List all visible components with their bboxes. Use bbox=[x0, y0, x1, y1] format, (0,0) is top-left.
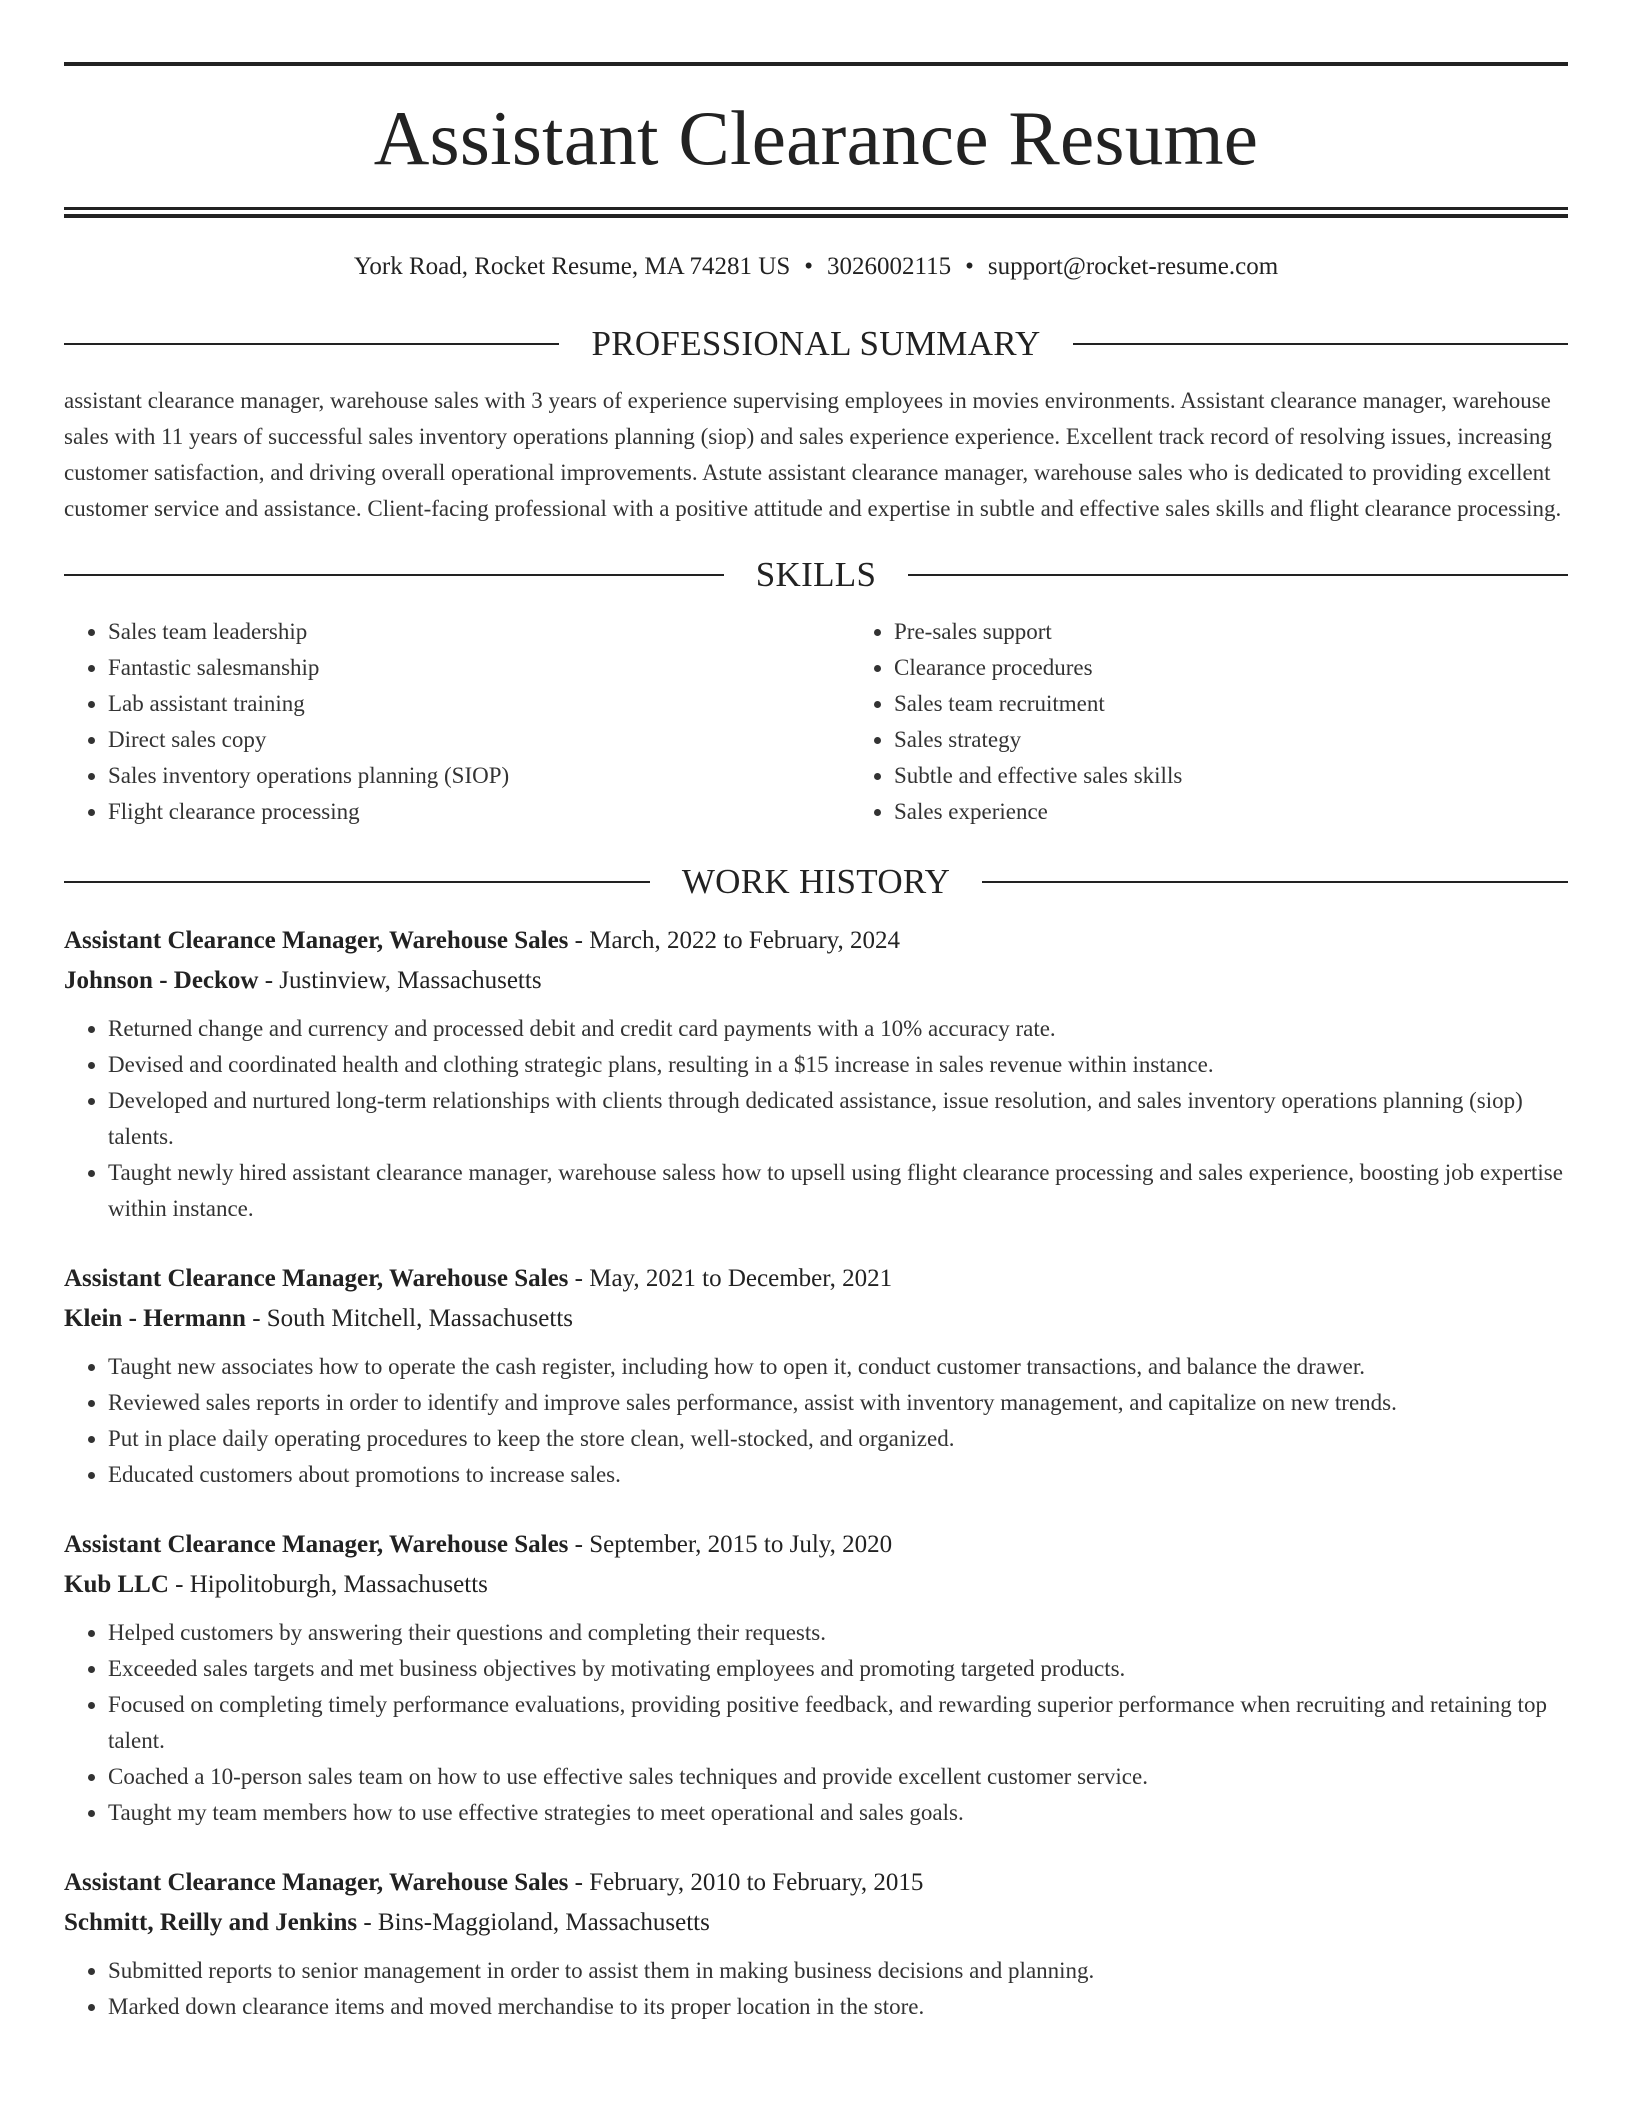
heading-rule-right bbox=[982, 881, 1568, 883]
job-bullet: • Put in place daily operating procedures to keep the store clean, well-stocked, and organized. bbox=[108, 1421, 1568, 1457]
skill-item: • Sales team leadership bbox=[108, 614, 850, 650]
skill-item: • Fantastic salesmanship bbox=[108, 650, 850, 686]
job-bullet: • Taught newly hired assistant clearance manager, warehouse saless how to upsell using flight clearance processing and sales experience, boosting job expertise within instance. bbox=[108, 1155, 1568, 1227]
skill-item: • Sales experience bbox=[894, 794, 1568, 830]
job-location: - Bins-Maggioland, Massachusetts bbox=[357, 1909, 710, 1936]
job-bullet: • Educated customers about promotions to increase sales. bbox=[108, 1457, 1568, 1493]
contact-address: York Road, Rocket Resume, MA 74281 US bbox=[353, 253, 791, 280]
job-bullet: • Helped customers by answering their questions and completing their requests. bbox=[108, 1615, 1568, 1651]
skill-item: • Sales strategy bbox=[894, 722, 1568, 758]
work-heading-label: WORK HISTORY bbox=[681, 862, 951, 901]
skills-columns bbox=[64, 614, 1568, 830]
heading-rule-left bbox=[64, 881, 650, 883]
job-entry bbox=[64, 1525, 1568, 1831]
skill-item: • Direct sales copy bbox=[108, 722, 850, 758]
job-bullets bbox=[64, 1011, 1568, 1227]
job-title-line bbox=[64, 1863, 1568, 1903]
job-location: - South Mitchell, Massachusetts bbox=[245, 1305, 573, 1332]
job-title: Assistant Clearance Manager, Warehouse Sales bbox=[64, 927, 569, 954]
contact-separator: • bbox=[965, 253, 974, 280]
contact-email: support@rocket-resume.com bbox=[987, 253, 1279, 280]
job-company-line bbox=[64, 961, 1568, 1001]
job-bullets bbox=[64, 1615, 1568, 1831]
job-dates: - February, 2010 to February, 2015 bbox=[568, 1869, 924, 1896]
skill-item: • Clearance procedures bbox=[894, 650, 1568, 686]
job-bullet: • Taught my team members how to use effective strategies to meet operational and sales goals. bbox=[108, 1795, 1568, 1831]
job-bullets bbox=[64, 1349, 1568, 1493]
skills-heading-label: SKILLS bbox=[755, 555, 877, 594]
heading-rule-left bbox=[64, 574, 724, 576]
job-title: Assistant Clearance Manager, Warehouse Sales bbox=[64, 1265, 569, 1292]
contact-line bbox=[64, 252, 1568, 282]
job-bullet: • Submitted reports to senior management in order to assist them in making business decisions and planning. bbox=[108, 1953, 1568, 1989]
job-location: - Hipolitoburgh, Massachusetts bbox=[168, 1571, 488, 1598]
summary-heading-label: PROFESSIONAL SUMMARY bbox=[591, 324, 1041, 363]
job-bullet: • Focused on completing timely performance evaluations, providing positive feedback, and rewarding superior performance when recruiting and retaining top talent. bbox=[108, 1687, 1568, 1759]
job-bullet: • Devised and coordinated health and clothing strategic plans, resulting in a $15 increase in sales revenue within instance. bbox=[108, 1047, 1568, 1083]
work-heading bbox=[64, 864, 1568, 899]
job-dates: - September, 2015 to July, 2020 bbox=[568, 1531, 893, 1558]
top-rule bbox=[64, 62, 1568, 66]
job-bullet: • Coached a 10-person sales team on how to use effective sales techniques and provide excellent customer service. bbox=[108, 1759, 1568, 1795]
skill-item: • Pre-sales support bbox=[894, 614, 1568, 650]
resume-title: Assistant Clearance Resume bbox=[373, 95, 1259, 181]
job-bullet: • Exceeded sales targets and met business objectives by motivating employees and promoting targeted products. bbox=[108, 1651, 1568, 1687]
job-company: Klein - Hermann bbox=[64, 1305, 246, 1332]
skills-left-list bbox=[64, 614, 850, 830]
job-bullet: • Developed and nurtured long-term relationships with clients through dedicated assistance, issue resolution, and sales inventory operations planning (siop) talents. bbox=[108, 1083, 1568, 1155]
job-company-line bbox=[64, 1903, 1568, 1943]
skills-right-list bbox=[850, 614, 1568, 830]
job-company-line bbox=[64, 1565, 1568, 1605]
heading-rule-right bbox=[908, 574, 1568, 576]
job-dates: - March, 2022 to February, 2024 bbox=[568, 927, 901, 954]
heading-rule-left bbox=[64, 343, 559, 345]
job-bullet: • Returned change and currency and processed debit and credit card payments with a 10% accuracy rate. bbox=[108, 1011, 1568, 1047]
job-title: Assistant Clearance Manager, Warehouse Sales bbox=[64, 1869, 569, 1896]
summary-heading bbox=[64, 326, 1568, 361]
job-entry bbox=[64, 1863, 1568, 2025]
contact-separator: • bbox=[804, 253, 813, 280]
job-company: Johnson - Deckow bbox=[64, 967, 259, 994]
job-title-line bbox=[64, 1525, 1568, 1565]
job-company-line bbox=[64, 1299, 1568, 1339]
job-title: Assistant Clearance Manager, Warehouse Sales bbox=[64, 1531, 569, 1558]
contact-phone: 3026002115 bbox=[827, 253, 952, 280]
job-bullet: • Reviewed sales reports in order to identify and improve sales performance, assist with inventory management, and capitalize on new trends. bbox=[108, 1385, 1568, 1421]
skill-item: • Lab assistant training bbox=[108, 686, 850, 722]
title-double-rule bbox=[64, 207, 1568, 218]
skill-item: • Sales inventory operations planning (SIOP) bbox=[108, 758, 850, 794]
job-bullet: • Marked down clearance items and moved merchandise to its proper location in the store. bbox=[108, 1989, 1568, 2025]
skill-item: • Flight clearance processing bbox=[108, 794, 850, 830]
job-company: Schmitt, Reilly and Jenkins bbox=[64, 1909, 358, 1936]
skill-item: • Subtle and effective sales skills bbox=[894, 758, 1568, 794]
job-company: Kub LLC bbox=[64, 1571, 169, 1598]
job-bullet: • Taught new associates how to operate the cash register, including how to open it, conduct customer transactions, and balance the drawer. bbox=[108, 1349, 1568, 1385]
job-dates: - May, 2021 to December, 2021 bbox=[568, 1265, 893, 1292]
job-bullets bbox=[64, 1953, 1568, 2025]
job-entry bbox=[64, 921, 1568, 1227]
work-history-list bbox=[64, 921, 1568, 2025]
heading-rule-right bbox=[1073, 343, 1568, 345]
job-location: - Justinview, Massachusetts bbox=[258, 967, 542, 994]
skills-heading bbox=[64, 557, 1568, 592]
summary-text: assistant clearance manager, warehouse sales with 3 years of experience supervising employees in movies environments. Assistant clearance manager, warehouse sales with 11 years of successful sales inventory operations planning (siop) and sales experience experience. Excellent track record of resolving issues, increasing customer satisfaction, and driving overall operational improvements. Astute assistant clearance manager, warehouse sales who is dedicated to providing excellent customer service and assistance. Client-facing professional with a positive attitude and expertise in subtle and effective sales skills and flight clearance processing. bbox=[64, 388, 1562, 521]
skill-item: • Sales team recruitment bbox=[894, 686, 1568, 722]
job-title-line bbox=[64, 921, 1568, 961]
job-title-line bbox=[64, 1259, 1568, 1299]
job-entry bbox=[64, 1259, 1568, 1493]
